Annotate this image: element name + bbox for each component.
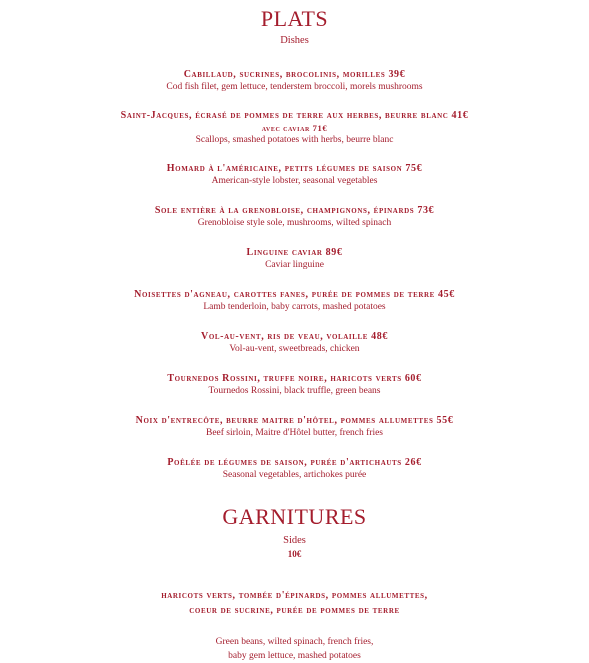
dish-description: Grenobloise style sole, mushrooms, wilted spinach xyxy=(0,217,589,230)
dish-description: Caviar linguine xyxy=(0,259,589,272)
dish-name: Homard à l'américaine, petits légumes de saison 75€ xyxy=(0,162,589,175)
dish-description: Tournedos Rossini, black truffle, green beans xyxy=(0,385,589,398)
plats-section xyxy=(0,8,589,47)
dish-item xyxy=(0,109,589,147)
dish-item xyxy=(0,372,589,398)
sides-description xyxy=(0,636,589,663)
dish-description: Seasonal vegetables, artichokes purée xyxy=(0,469,589,482)
dish-description: Cod fish filet, gem lettuce, tenderstem broccoli, morels mushrooms xyxy=(0,81,589,94)
dish-description: American-style lobster, seasonal vegetables xyxy=(0,175,589,188)
sides-names-line: coeur de sucrine, purée de pommes de terre xyxy=(0,603,589,618)
plats-title: PLATS xyxy=(0,8,589,30)
dish-name: Poêlée de légumes de saison, purée d'artichauts 26€ xyxy=(0,456,589,469)
sides-desc-line: baby gem lettuce, mashed potatoes xyxy=(0,650,589,663)
dish-name: Linguine caviar 89€ xyxy=(0,246,589,259)
plats-subtitle: Dishes xyxy=(0,34,589,47)
dish-name: Vol-au-vent, ris de veau, volaille 48€ xyxy=(0,330,589,343)
dish-caviar-option: avec caviar 71€ xyxy=(0,122,589,134)
dish-name: Cabillaud, sucrines, brocolinis, morilles 39€ xyxy=(0,68,589,81)
dish-name: Tournedos Rossini, truffe noire, haricots verts 60€ xyxy=(0,372,589,385)
garnitures-title: GARNITURES xyxy=(0,506,589,528)
sides-desc-line: Green beans, wilted spinach, french fries, xyxy=(0,636,589,650)
dish-description: Lamb tenderloin, baby carrots, mashed potatoes xyxy=(0,301,589,314)
dish-list xyxy=(0,68,589,482)
dish-item xyxy=(0,330,589,356)
dish-name: Saint-Jacques, écrasé de pommes de terre aux herbes, beurre blanc 41€ xyxy=(0,109,589,122)
sides-names xyxy=(0,588,589,618)
dish-description: Beef sirloin, Maitre d'Hôtel butter, french fries xyxy=(0,427,589,440)
dish-item xyxy=(0,456,589,482)
sides-names-line: haricots verts, tombée d'épinards, pommes allumettes, xyxy=(0,588,589,603)
dish-item xyxy=(0,288,589,314)
dish-name: Noisettes d'agneau, carottes fanes, purée de pommes de terre 45€ xyxy=(0,288,589,301)
dish-item xyxy=(0,246,589,272)
garnitures-subtitle: Sides xyxy=(0,534,589,547)
dish-item xyxy=(0,162,589,188)
dish-description: Scallops, smashed potatoes with herbs, beurre blanc xyxy=(0,134,589,147)
dish-item xyxy=(0,68,589,94)
dish-item xyxy=(0,414,589,440)
dish-item xyxy=(0,204,589,230)
dish-name: Noix d'entrecôte, beurre maitre d'hôtel, pommes allumettes 55€ xyxy=(0,414,589,427)
garnitures-price: 10€ xyxy=(0,548,589,560)
dish-description: Vol-au-vent, sweetbreads, chicken xyxy=(0,343,589,356)
dish-name: Sole entière à la grenobloise, champignons, épinards 73€ xyxy=(0,204,589,217)
garnitures-section xyxy=(0,506,589,663)
